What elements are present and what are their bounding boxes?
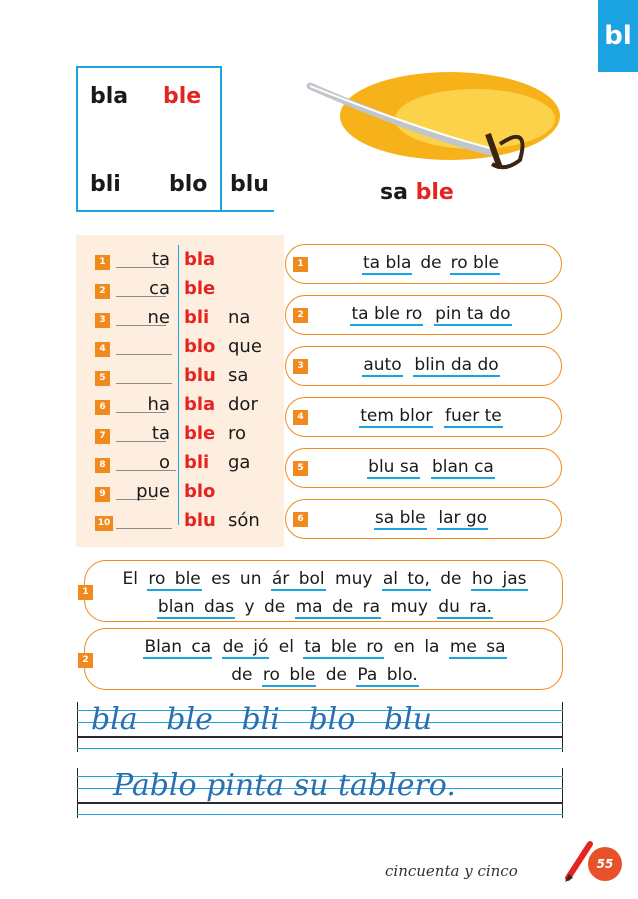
pill-word-3: lar go xyxy=(438,508,488,528)
sentence-word: muy xyxy=(390,597,428,617)
row-number: 5 xyxy=(95,371,110,386)
pill-number: 4 xyxy=(293,410,308,425)
sentence-word: du ra. xyxy=(438,597,493,617)
fill-blank-line xyxy=(116,383,172,384)
guide-line xyxy=(77,748,563,749)
row-syllable: bla xyxy=(184,394,216,415)
sentence-2 xyxy=(100,633,550,689)
pill-word-1: blu sa xyxy=(368,457,420,477)
syllable-blu: blu xyxy=(230,172,269,197)
row-number: 2 xyxy=(95,284,110,299)
sentence-word: en xyxy=(393,637,415,657)
sentence-word: de xyxy=(440,569,462,589)
sentence-word: un xyxy=(239,569,262,589)
syllable-bla: bla xyxy=(90,84,129,109)
pill-text xyxy=(300,253,562,273)
cursive-line-1: bla ble bli blo blu xyxy=(91,702,433,737)
row-syllable: blu xyxy=(184,510,216,531)
sentence-word: ho jas xyxy=(471,569,527,589)
row-syllable: bli xyxy=(184,452,210,473)
row-suffix: que xyxy=(228,336,262,357)
sentence-word: ta ble ro xyxy=(304,637,384,657)
sentence-number-1: 1 xyxy=(78,585,93,600)
cursive-line-2: Pablo pinta su tablero. xyxy=(113,768,456,803)
row-number: 8 xyxy=(95,458,110,473)
syllable-bli: bli xyxy=(90,172,121,197)
row-suffix: sa xyxy=(228,365,249,386)
sabre-icon xyxy=(300,64,562,180)
sentence-word: y xyxy=(244,597,255,617)
pill-number: 2 xyxy=(293,308,308,323)
row-number: 9 xyxy=(95,487,110,502)
section-tab: bl xyxy=(598,0,638,72)
pill-word-3: blin da do xyxy=(414,355,499,375)
pill-word-3: fuer te xyxy=(445,406,502,426)
sentence-1 xyxy=(100,565,550,621)
pill-word-1: ta bla xyxy=(362,253,412,273)
row-number: 3 xyxy=(95,313,110,328)
picture-caption xyxy=(380,180,454,205)
sentence-word: muy xyxy=(335,569,373,589)
sentence-word: ma de ra xyxy=(295,597,381,617)
row-prefix: ha xyxy=(147,394,170,415)
row-syllable: bla xyxy=(184,249,216,270)
row-prefix: pue xyxy=(136,481,170,502)
row-prefix: ta xyxy=(151,423,170,444)
pill-text xyxy=(300,508,562,528)
sentence-word: de xyxy=(231,665,253,685)
page-footer-text: cincuenta y cinco xyxy=(385,862,518,880)
caption-red: ble xyxy=(415,180,454,205)
panel-row xyxy=(76,336,284,365)
row-suffix: són xyxy=(228,510,260,531)
pill-word-1: auto xyxy=(363,355,402,375)
pill-text xyxy=(300,304,562,324)
row-prefix: o xyxy=(158,452,170,473)
row-number: 4 xyxy=(95,342,110,357)
row-syllable: ble xyxy=(184,423,216,444)
pill-text xyxy=(300,355,562,375)
page-number: 55 xyxy=(588,847,622,881)
sentence-word: ár bol xyxy=(271,569,325,589)
syllable-ble: ble xyxy=(163,84,202,109)
panel-row xyxy=(76,365,284,394)
panel-row xyxy=(76,278,284,307)
sentence-word: el xyxy=(278,637,294,657)
panel-row xyxy=(76,423,284,452)
syllable-blo: blo xyxy=(169,172,208,197)
pill-word-1: ta ble ro xyxy=(351,304,423,324)
pill-number: 1 xyxy=(293,257,308,272)
syllable-underline xyxy=(76,210,274,212)
pill-word-2: de xyxy=(420,253,442,273)
panel-row xyxy=(76,394,284,423)
panel-row xyxy=(76,481,284,510)
panel-row xyxy=(76,307,284,336)
fill-blank-line xyxy=(116,528,172,529)
pill-word-3: ro ble xyxy=(450,253,500,273)
row-syllable: bli xyxy=(184,307,210,328)
panel-row xyxy=(76,249,284,278)
row-suffix: ro xyxy=(228,423,247,444)
row-prefix: ta xyxy=(151,249,170,270)
pill-word-1: tem blor xyxy=(360,406,433,426)
sentence-word: la xyxy=(424,637,440,657)
pill-number: 6 xyxy=(293,512,308,527)
pill-number: 5 xyxy=(293,461,308,476)
row-syllable: ble xyxy=(184,278,216,299)
handwriting-guide-2 xyxy=(77,768,563,818)
pill-text xyxy=(300,406,562,426)
row-number: 10 xyxy=(95,516,113,531)
row-suffix: na xyxy=(228,307,251,328)
pill-word-1: sa ble xyxy=(374,508,426,528)
row-suffix: ga xyxy=(228,452,251,473)
row-number: 7 xyxy=(95,429,110,444)
sentence-word: ro ble xyxy=(148,569,201,589)
sentence-word: de jó xyxy=(222,637,269,657)
sentence-word: Blan ca xyxy=(144,637,212,657)
pill-word-3: blan ca xyxy=(431,457,494,477)
row-syllable: blo xyxy=(184,336,216,357)
fill-blank-line xyxy=(116,354,172,355)
pill-text xyxy=(300,457,562,477)
row-syllable: blu xyxy=(184,365,216,386)
guide-line xyxy=(77,814,563,815)
sentence-word: de xyxy=(263,597,286,617)
row-number: 6 xyxy=(95,400,110,415)
row-suffix: dor xyxy=(228,394,258,415)
sentence-word: Pa blo. xyxy=(357,665,418,685)
panel-row xyxy=(76,452,284,481)
syllable-panel xyxy=(76,235,284,547)
sentence-word: al to, xyxy=(382,569,430,589)
sentence-word: El xyxy=(122,569,138,589)
row-prefix: ne xyxy=(147,307,170,328)
sentence-word: de xyxy=(325,665,347,685)
caption-black: sa xyxy=(380,180,408,205)
handwriting-guide-1 xyxy=(77,702,563,752)
pill-word-3: pin ta do xyxy=(435,304,511,324)
sentence-word: me sa xyxy=(449,637,506,657)
sentence-word: es xyxy=(211,569,231,589)
sentence-word: ro ble xyxy=(262,665,316,685)
sentence-number-2: 2 xyxy=(78,653,93,668)
panel-row xyxy=(76,510,284,539)
sentence-word: blan das xyxy=(157,597,235,617)
pill-number: 3 xyxy=(293,359,308,374)
row-prefix: ca xyxy=(149,278,170,299)
row-number: 1 xyxy=(95,255,110,270)
row-syllable: blo xyxy=(184,481,216,502)
